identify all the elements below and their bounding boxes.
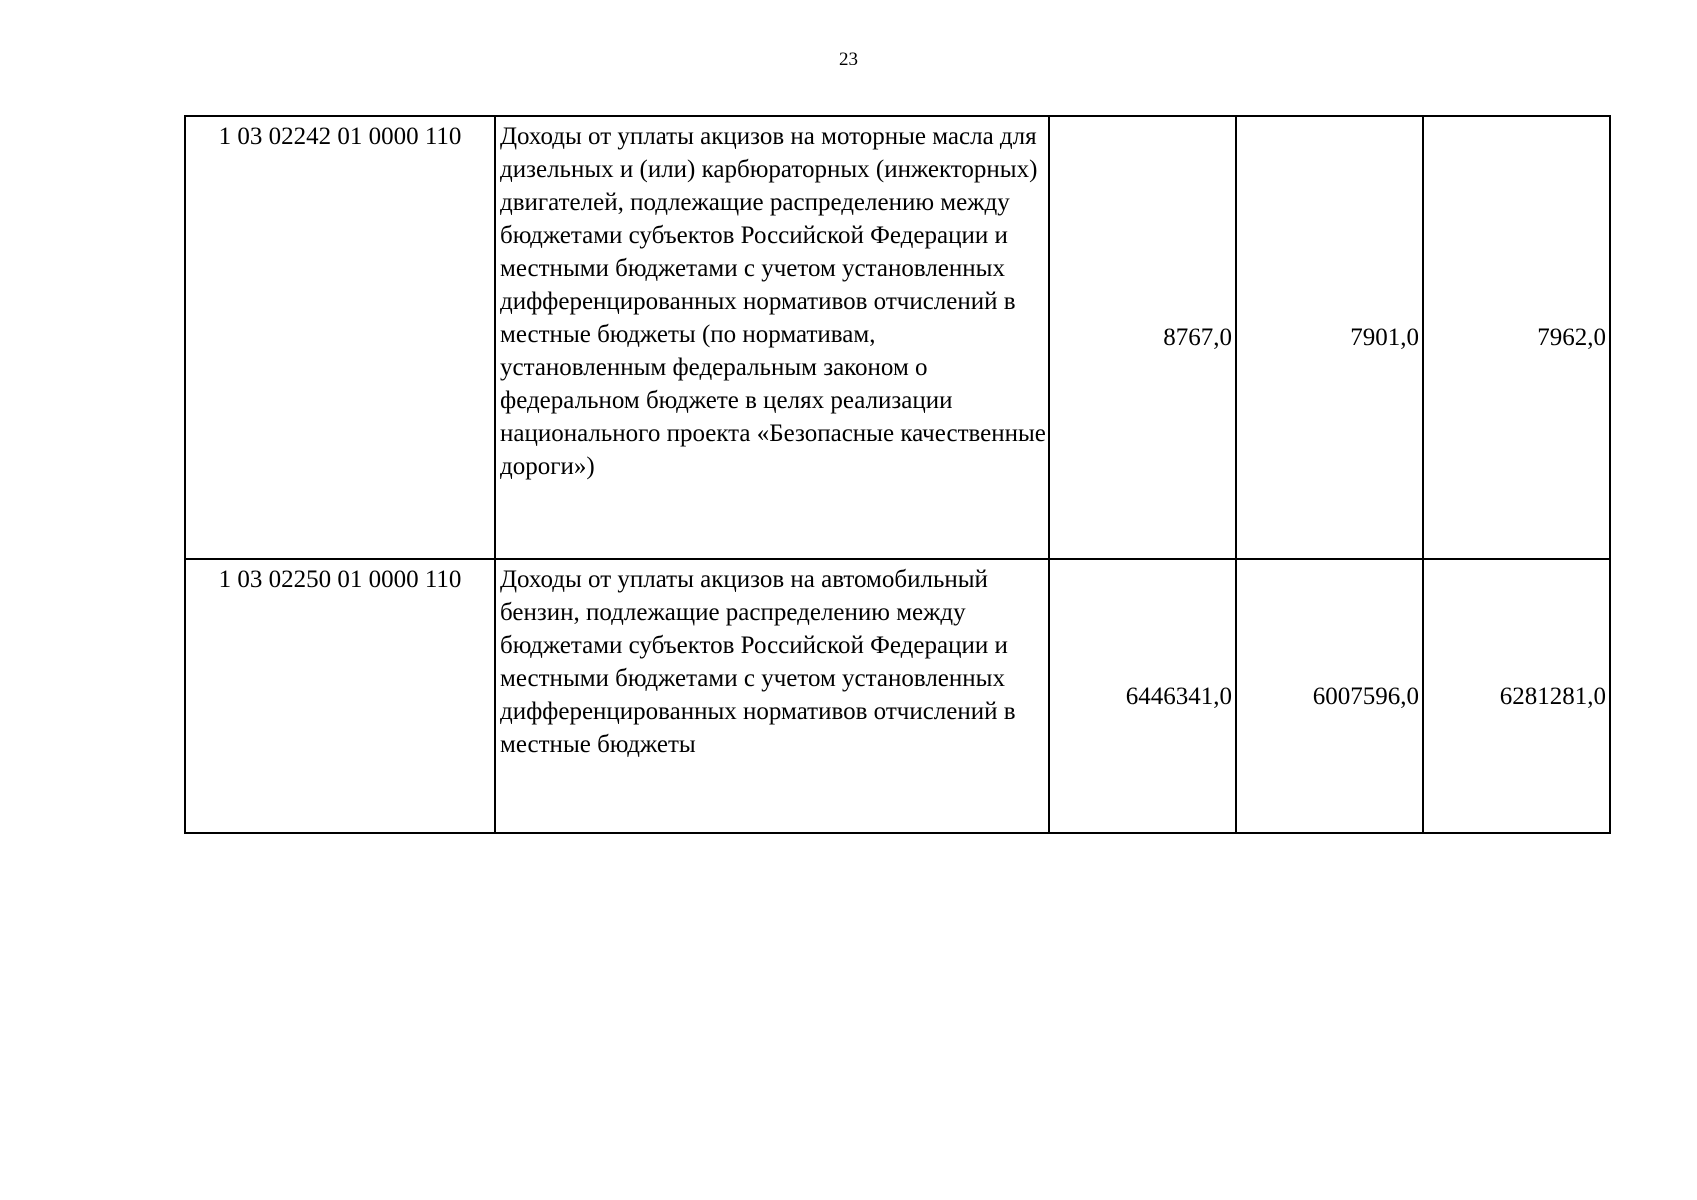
budget-table [184,115,1611,834]
description-cell: Доходы от уплаты акцизов на автомобильный бензин, подлежащие распределению между бюджетами субъектов Российской Федерации и местными бюджетами с учетом установленных дифференцированных нормативов отчислений в местные бюджеты [495,559,1049,833]
table-row [185,559,1610,833]
description-cell: Доходы от уплаты акцизов на моторные масла для дизельных и (или) карбюраторных (инжекторных) двигателей, подлежащие распределению между бюджетами субъектов Российской Федерации и местными бюджетами с учетом установленных дифференцированных нормативов отчислений в местные бюджеты (по нормативам, установленным федеральным законом о федеральном бюджете в целях реализации национального проекта «Безопасные качественные дороги») [495,116,1049,559]
page-number: 23 [839,49,858,70]
budget-code-cell: 1 03 02242 01 0000 110 [185,116,495,559]
value-cell-year-2: 7901,0 [1236,116,1423,559]
value-cell-year-1: 8767,0 [1049,116,1236,559]
budget-code-cell: 1 03 02250 01 0000 110 [185,559,495,833]
value-cell-year-1: 6446341,0 [1049,559,1236,833]
value-cell-year-2: 6007596,0 [1236,559,1423,833]
value-cell-year-3: 6281281,0 [1423,559,1610,833]
table-row [185,116,1610,559]
value-cell-year-3: 7962,0 [1423,116,1610,559]
